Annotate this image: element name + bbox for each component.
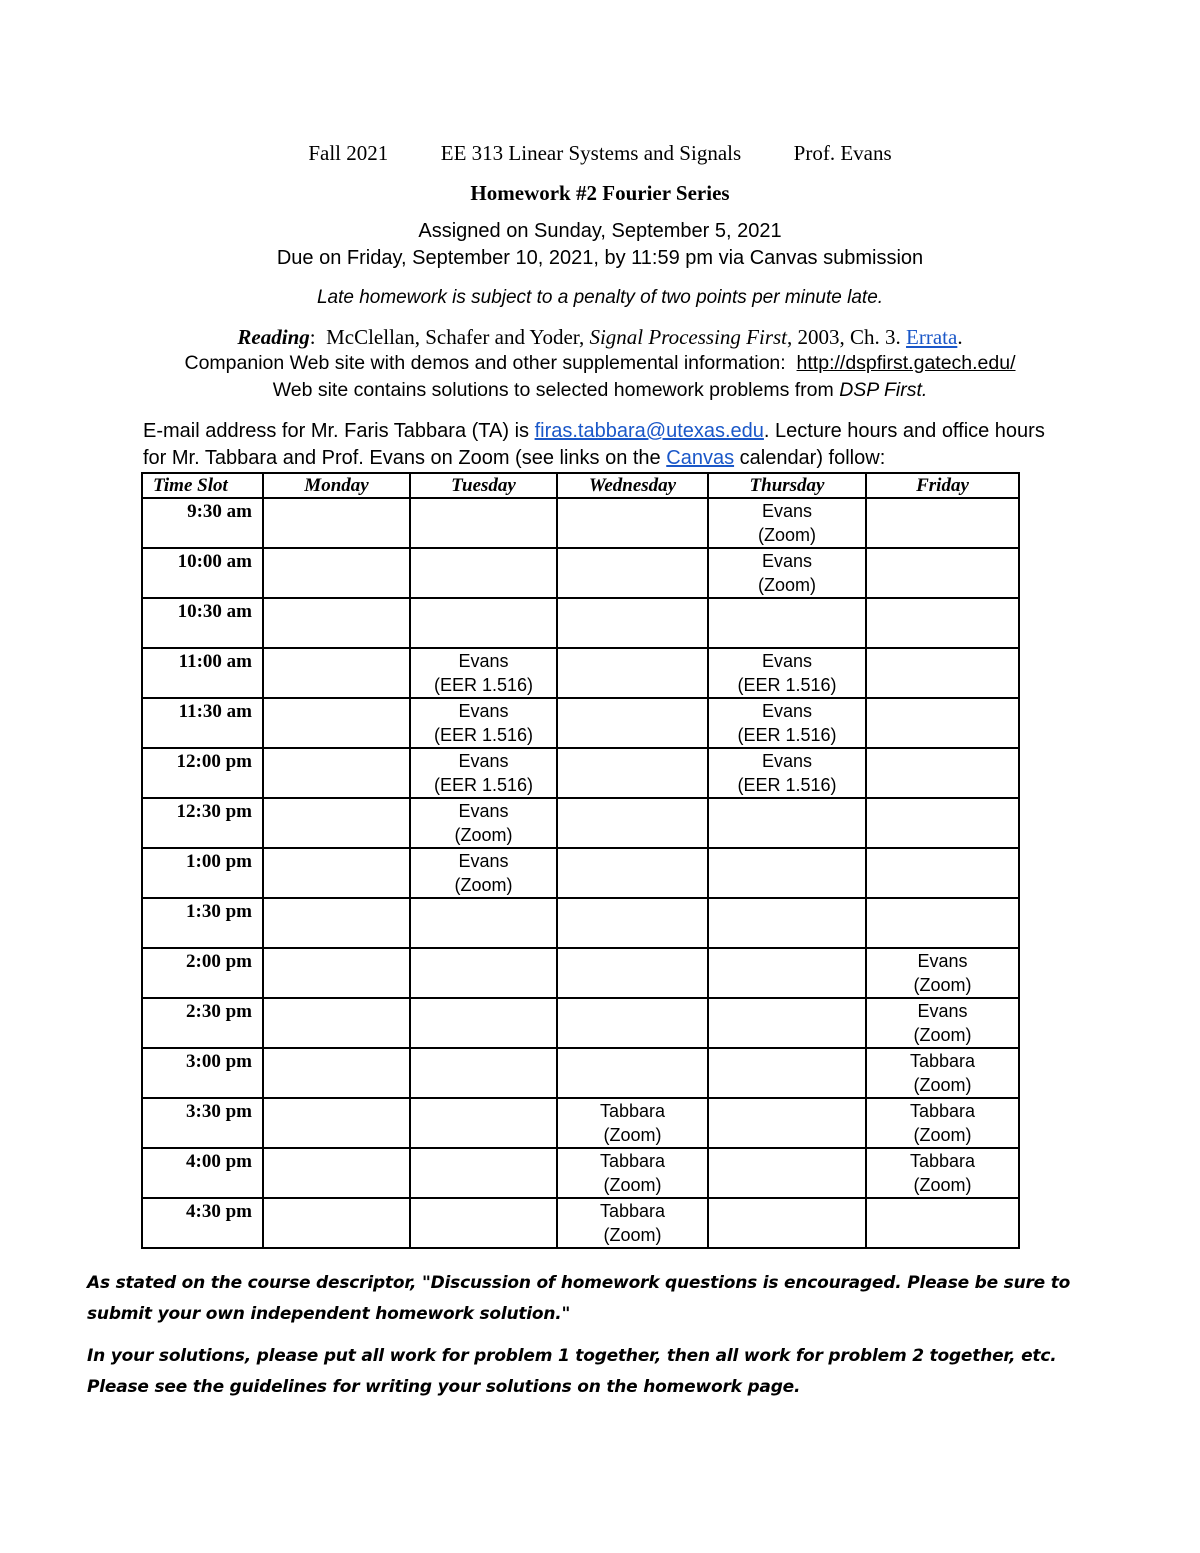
schedule-cell xyxy=(557,598,708,648)
table-row xyxy=(142,1148,1019,1198)
cell-person: Evans xyxy=(761,751,813,771)
late-policy: Late homework is subject to a penalty of two points per minute late. xyxy=(316,287,884,308)
schedule-cell xyxy=(866,498,1019,548)
schedule-cell xyxy=(866,698,1019,748)
schedule-cell xyxy=(263,648,410,698)
schedule-cell xyxy=(708,1198,866,1248)
cell-location: (EER 1.516) xyxy=(737,725,837,745)
table-row xyxy=(142,1048,1019,1098)
schedule-cell xyxy=(557,898,708,948)
schedule-cell xyxy=(557,1098,708,1148)
cell-location: (Zoom) xyxy=(603,1225,662,1245)
due-date: Due on Friday, September 10, 2021, by 11:59 pm via Canvas submission xyxy=(276,247,924,269)
table-row xyxy=(142,648,1019,698)
companion-line xyxy=(0,352,1200,375)
schedule-cell xyxy=(263,998,410,1048)
cell-location: (Zoom) xyxy=(454,825,513,845)
cell-person: Tabbara xyxy=(599,1151,666,1171)
schedule-cell xyxy=(708,1048,866,1098)
email-paragraph xyxy=(143,418,1063,472)
cell-person: Evans xyxy=(458,851,509,871)
cell-person: Evans xyxy=(761,551,813,571)
table-header-row xyxy=(142,473,1019,498)
schedule-cell xyxy=(866,748,1019,798)
schedule-cell xyxy=(708,848,866,898)
cell-person: Evans xyxy=(458,801,509,821)
schedule-cell xyxy=(708,748,866,798)
schedule-cell xyxy=(263,698,410,748)
schedule-body xyxy=(142,498,1019,1248)
cell-location: (Zoom) xyxy=(758,575,816,595)
cell-location: (EER 1.516) xyxy=(737,675,837,695)
schedule-cell xyxy=(557,498,708,548)
schedule-cell xyxy=(866,948,1019,998)
reading-label: Reading xyxy=(237,325,310,349)
schedule-cell xyxy=(708,948,866,998)
time-slot-cell: 2:00 pm xyxy=(142,948,263,998)
time-slot-cell: 4:30 pm xyxy=(142,1198,263,1248)
cell-location: (EER 1.516) xyxy=(737,775,837,795)
email-middle: . Lecture hours and office hours for Mr. Tabbara and Prof. Evans on Zoom (see links on the xyxy=(143,420,1045,469)
schedule-cell xyxy=(708,998,866,1048)
errata-link[interactable]: Errata xyxy=(906,325,958,349)
cell-person: Tabbara xyxy=(909,1151,976,1171)
cell-location: (EER 1.516) xyxy=(433,675,534,695)
website-book: DSP First. xyxy=(839,379,928,401)
schedule-cell xyxy=(410,648,557,698)
dspfirst-link[interactable]: http://dspfirst.gatech.edu/ xyxy=(796,352,1016,374)
cell-location: (Zoom) xyxy=(913,1025,972,1045)
cell-person: Evans xyxy=(761,501,813,521)
schedule-cell xyxy=(263,748,410,798)
schedule-cell xyxy=(866,898,1019,948)
schedule-cell xyxy=(557,798,708,848)
solutions-note: In your solutions, please put all work for problem 1 together, then all work for problem 2 together, etc. Please see the guidelines for writing your solutions on the homework page. xyxy=(87,1346,1057,1397)
cell-location: (Zoom) xyxy=(758,525,816,545)
course-name: EE 313 Linear Systems and Signals xyxy=(440,141,742,165)
schedule-cell xyxy=(708,548,866,598)
cell-location: (Zoom) xyxy=(913,1175,972,1195)
schedule-cell xyxy=(263,798,410,848)
cell-location: (Zoom) xyxy=(603,1175,662,1195)
cell-location: (Zoom) xyxy=(913,975,972,995)
schedule-cell xyxy=(410,748,557,798)
website-text: Web site contains solutions to selected homework problems from xyxy=(272,379,834,401)
cell-location: (EER 1.516) xyxy=(433,725,534,745)
schedule-cell xyxy=(263,1048,410,1098)
schedule-cell xyxy=(263,548,410,598)
cell-person: Evans xyxy=(917,1001,968,1021)
schedule-cell xyxy=(866,1048,1019,1098)
schedule-cell xyxy=(263,1098,410,1148)
time-slot-cell: 2:30 pm xyxy=(142,998,263,1048)
schedule-cell xyxy=(410,498,557,548)
ta-email-link[interactable]: firas.tabbara@utexas.edu xyxy=(534,420,764,442)
header-wednesday: Wednesday xyxy=(557,473,708,498)
schedule-cell xyxy=(557,1198,708,1248)
table-row xyxy=(142,598,1019,648)
cell-person: Tabbara xyxy=(599,1101,666,1121)
schedule-cell xyxy=(866,648,1019,698)
table-row xyxy=(142,1098,1019,1148)
reading-details: , 2003, Ch. 3. xyxy=(787,325,901,349)
companion-text: Companion Web site with demos and other supplemental information: xyxy=(184,352,786,374)
schedule-cell xyxy=(708,798,866,848)
schedule-cell xyxy=(557,748,708,798)
schedule-cell xyxy=(410,948,557,998)
cell-person: Evans xyxy=(458,701,509,721)
assigned-date: Assigned on Sunday, September 5, 2021 xyxy=(418,220,782,242)
time-slot-cell: 12:00 pm xyxy=(142,748,263,798)
homework-title: Homework #2 Fourier Series xyxy=(470,181,730,205)
schedule-cell xyxy=(410,1198,557,1248)
cell-person: Tabbara xyxy=(599,1201,666,1221)
schedule-cell xyxy=(557,1048,708,1098)
office-hours-table xyxy=(141,472,1020,1249)
schedule-cell xyxy=(708,1098,866,1148)
schedule-cell xyxy=(866,1198,1019,1248)
schedule-cell xyxy=(410,598,557,648)
header-tuesday: Tuesday xyxy=(410,473,557,498)
cell-person: Evans xyxy=(458,751,509,771)
email-prefix: E-mail address for Mr. Faris Tabbara (TA) is xyxy=(143,420,530,442)
schedule-cell xyxy=(866,848,1019,898)
reading-book: Signal Processing First xyxy=(589,325,788,349)
schedule-cell xyxy=(410,998,557,1048)
reading-line xyxy=(0,325,1200,350)
schedule-cell xyxy=(410,1148,557,1198)
table-row xyxy=(142,898,1019,948)
header-monday: Monday xyxy=(263,473,410,498)
schedule-cell xyxy=(866,1148,1019,1198)
cell-location: (Zoom) xyxy=(913,1075,972,1095)
schedule-cell xyxy=(263,598,410,648)
header-friday: Friday xyxy=(866,473,1019,498)
time-slot-cell: 10:30 am xyxy=(142,598,263,648)
cell-person: Tabbara xyxy=(909,1051,976,1071)
table-row xyxy=(142,748,1019,798)
table-row xyxy=(142,498,1019,548)
course-header xyxy=(0,141,1200,166)
time-slot-cell: 1:30 pm xyxy=(142,898,263,948)
schedule-cell xyxy=(708,1148,866,1198)
cell-location: (Zoom) xyxy=(454,875,513,895)
schedule-cell xyxy=(263,1198,410,1248)
table-row xyxy=(142,1198,1019,1248)
schedule-cell xyxy=(708,498,866,548)
website-line xyxy=(0,379,1200,402)
schedule-cell xyxy=(557,998,708,1048)
schedule-cell xyxy=(263,948,410,998)
time-slot-cell: 10:00 am xyxy=(142,548,263,598)
schedule-cell xyxy=(708,598,866,648)
table-row xyxy=(142,698,1019,748)
schedule-cell xyxy=(866,1098,1019,1148)
table-row xyxy=(142,798,1019,848)
cell-person: Evans xyxy=(458,651,509,671)
time-slot-cell: 1:00 pm xyxy=(142,848,263,898)
schedule-cell xyxy=(410,1048,557,1098)
header-thursday: Thursday xyxy=(708,473,866,498)
cell-location: (Zoom) xyxy=(603,1125,662,1145)
table-row xyxy=(142,848,1019,898)
cell-location: (Zoom) xyxy=(913,1125,972,1145)
schedule-cell xyxy=(557,548,708,598)
time-slot-cell: 3:00 pm xyxy=(142,1048,263,1098)
schedule-cell xyxy=(557,948,708,998)
schedule-cell xyxy=(557,848,708,898)
schedule-cell xyxy=(263,848,410,898)
time-slot-cell: 11:30 am xyxy=(142,698,263,748)
email-suffix: calendar) follow: xyxy=(739,447,886,469)
time-slot-cell: 3:30 pm xyxy=(142,1098,263,1148)
schedule-cell xyxy=(263,1148,410,1198)
reading-colon: : xyxy=(309,325,316,349)
schedule-cell xyxy=(557,648,708,698)
schedule-cell xyxy=(410,898,557,948)
schedule-cell xyxy=(866,798,1019,848)
schedule-cell xyxy=(708,648,866,698)
schedule-cell xyxy=(263,498,410,548)
time-slot-cell: 12:30 pm xyxy=(142,798,263,848)
time-slot-cell: 4:00 pm xyxy=(142,1148,263,1198)
instructor: Prof. Evans xyxy=(793,141,892,165)
cell-location: (EER 1.516) xyxy=(433,775,534,795)
table-row xyxy=(142,998,1019,1048)
discussion-note: As stated on the course descriptor, "Discussion of homework questions is encouraged. Please be sure to submit your own independent homework solution." xyxy=(87,1273,1071,1324)
term: Fall 2021 xyxy=(308,141,389,165)
schedule-cell xyxy=(410,848,557,898)
schedule-cell xyxy=(708,698,866,748)
time-slot-cell: 11:00 am xyxy=(142,648,263,698)
schedule-cell xyxy=(410,1098,557,1148)
schedule-cell xyxy=(866,998,1019,1048)
cell-person: Evans xyxy=(761,651,813,671)
schedule-cell xyxy=(263,898,410,948)
cell-person: Evans xyxy=(761,701,813,721)
schedule-cell xyxy=(557,1148,708,1198)
reading-end: . xyxy=(957,325,963,349)
schedule-cell xyxy=(410,798,557,848)
reading-authors: McClellan, Schafer and Yoder, xyxy=(326,325,585,349)
table-row xyxy=(142,948,1019,998)
schedule-cell xyxy=(866,598,1019,648)
header-time-slot: Time Slot xyxy=(142,473,263,498)
schedule-cell xyxy=(410,698,557,748)
schedule-cell xyxy=(866,548,1019,598)
canvas-link[interactable]: Canvas xyxy=(666,447,735,469)
schedule-cell xyxy=(557,698,708,748)
table-row xyxy=(142,548,1019,598)
schedule-cell xyxy=(410,548,557,598)
cell-person: Evans xyxy=(917,951,968,971)
cell-person: Tabbara xyxy=(909,1101,976,1121)
schedule-cell xyxy=(708,898,866,948)
time-slot-cell: 9:30 am xyxy=(142,498,263,548)
